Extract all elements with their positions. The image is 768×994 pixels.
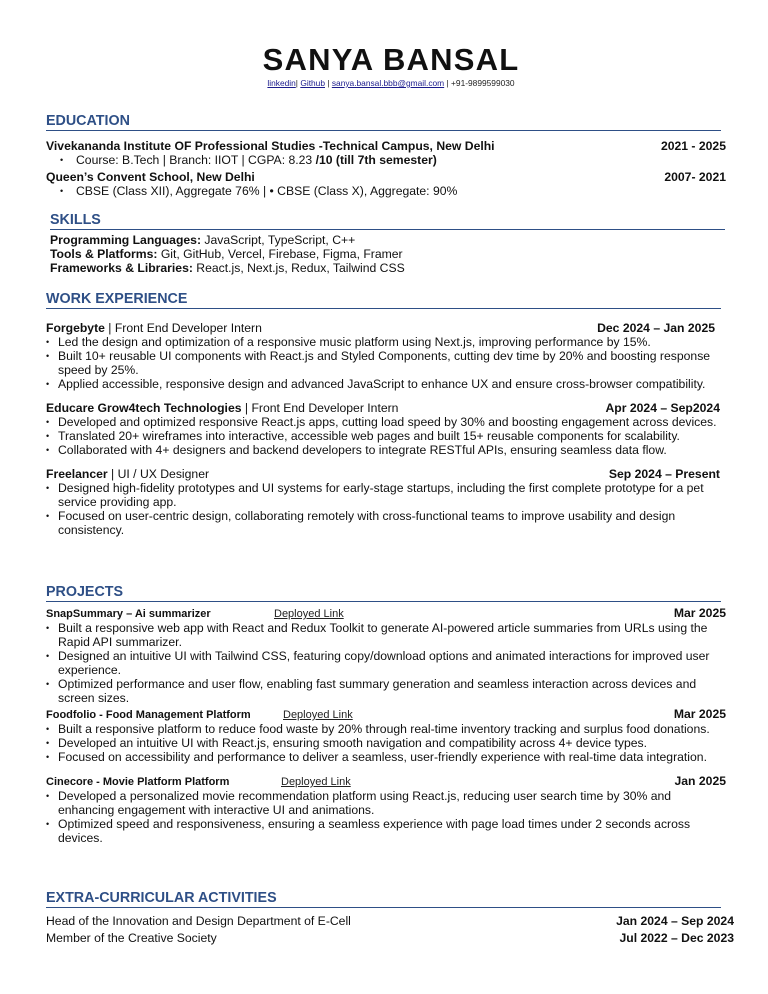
education-detail: • CBSE (Class XII), Aggregate 76% | • CBSE (Class X), Aggregate: 90% xyxy=(46,184,726,198)
job-entry xyxy=(46,401,726,457)
education-entry xyxy=(46,170,726,184)
activity-dates: Jul 2022 – Dec 2023 xyxy=(619,931,734,945)
job-role: | UI / UX Designer xyxy=(107,467,210,481)
project-date: Mar 2025 xyxy=(673,707,726,721)
separator: | xyxy=(295,78,301,88)
skill-line: Tools & Platforms: Git, GitHub, Vercel, Firebase, Figma, Framer xyxy=(50,247,403,261)
job-role: | Front End Developer Intern xyxy=(241,401,399,415)
project-entry xyxy=(46,606,726,705)
job-bullet: • Collaborated with 4+ designers and backend developers to integrate RESTful APIs, ensuring seamless data flow. xyxy=(46,443,726,457)
education-entry xyxy=(46,139,726,153)
school-name: Vivekananda Institute OF Professional Studies -Technical Campus, New Delhi xyxy=(46,139,495,153)
section-divider xyxy=(46,601,721,602)
deployed-link[interactable]: Deployed Link xyxy=(281,776,351,788)
project-name: Cinecore - Movie Platform Platform xyxy=(46,776,230,788)
section-divider xyxy=(50,229,725,230)
work-section xyxy=(46,291,726,537)
project-bullet: • Developed an intuitive UI with React.js, ensuring smooth navigation and compatibility across 4+ device types. xyxy=(46,736,726,750)
activity-text: Member of the Creative Society xyxy=(46,931,217,945)
job-dates: Apr 2024 – Sep2024 xyxy=(605,401,720,415)
linkedin-link[interactable]: linkedin xyxy=(267,78,296,88)
project-bullet: • Optimized speed and responsiveness, ensuring a seamless experience with page load times under 2 seconds across devices. xyxy=(46,817,726,845)
github-link[interactable]: Github xyxy=(300,78,325,88)
activity-dates: Jan 2024 – Sep 2024 xyxy=(616,914,734,928)
phone-number: +91-9899599030 xyxy=(451,78,515,88)
education-section xyxy=(46,113,726,198)
section-title-projects: PROJECTS xyxy=(46,584,124,600)
section-title-extracurricular: EXTRA-CURRICULAR ACTIVITIES xyxy=(46,890,277,906)
separator: | xyxy=(325,78,332,88)
education-detail: • Course: B.Tech | Branch: IIOT | CGPA: 8.23 /10 (till 7th semester) xyxy=(46,153,726,167)
section-divider xyxy=(46,130,721,131)
deployed-link[interactable]: Deployed Link xyxy=(274,608,344,620)
education-dates: 2021 - 2025 xyxy=(660,139,726,153)
candidate-name: SANYA BANSAL xyxy=(262,42,520,77)
job-role: | Front End Developer Intern xyxy=(104,321,262,335)
deployed-link[interactable]: Deployed Link xyxy=(283,709,353,721)
education-dates: 2007- 2021 xyxy=(664,170,726,184)
school-name: Queen’s Convent School, New Delhi xyxy=(46,170,255,184)
job-bullet: • Focused on user-centric design, collaborating remotely with cross-functional teams to improve usability and design consistency. xyxy=(46,509,726,537)
job-bullet: • Developed and optimized responsive React.js apps, cutting load speed by 30% and boosting engagement across devices. xyxy=(46,415,726,429)
project-bullet: • Designed an intuitive UI with Tailwind CSS, featuring copy/download options and animated interactions for improved user experience. xyxy=(46,649,726,677)
job-bullet: • Built 10+ reusable UI components with React.js and Styled Components, cutting dev time by 20% and boosting response speed by 25%. xyxy=(46,349,726,377)
company-name: Educare Grow4tech Technologies xyxy=(46,401,242,415)
resume xyxy=(46,0,736,945)
job-entry xyxy=(46,467,726,537)
project-entry xyxy=(46,707,726,764)
skills-section xyxy=(46,212,726,275)
skill-line: Frameworks & Libraries: React.js, Next.js, Redux, Tailwind CSS xyxy=(50,261,405,275)
separator: | xyxy=(444,78,452,88)
job-entry xyxy=(46,321,726,391)
job-dates: Sep 2024 – Present xyxy=(608,467,720,481)
skill-line: Programming Languages: JavaScript, TypeScript, C++ xyxy=(50,233,356,247)
project-date: Jan 2025 xyxy=(674,774,726,788)
activity-item xyxy=(46,913,734,930)
project-bullet: • Built a responsive platform to reduce food waste by 20% through real-time inventory tracking and surplus food donations. xyxy=(46,722,726,736)
job-bullet: • Designed high-fidelity prototypes and UI systems for early-stage startups, including the first complete prototype for a pet service providing app. xyxy=(46,481,726,509)
project-bullet: • Focused on accessibility and performance to deliver a seamless, user-friendly experience with real-time data integration. xyxy=(46,750,726,764)
projects-section xyxy=(46,584,726,845)
project-name: Foodfolio - Food Management Platform xyxy=(46,709,251,721)
extracurricular-section xyxy=(46,890,736,947)
section-title-skills: SKILLS xyxy=(50,212,101,228)
job-bullet: • Led the design and optimization of a responsive music platform using Next.js, improving performance by 15%. xyxy=(46,335,726,349)
section-divider xyxy=(46,907,721,908)
project-bullet: • Optimized performance and user flow, enabling fast summary generation and seamless interaction across devices and screen sizes. xyxy=(46,677,726,705)
activity-item xyxy=(46,930,734,947)
section-divider xyxy=(46,308,721,309)
project-bullet: • Developed a personalized movie recommendation platform using React.js, reducing user search time by 30% and enhancing engagement with interactive UI and animations. xyxy=(46,789,726,817)
section-title-work: WORK EXPERIENCE xyxy=(46,291,188,307)
project-name: SnapSummary – Ai summarizer xyxy=(46,608,211,620)
project-date: Mar 2025 xyxy=(673,606,726,620)
project-entry xyxy=(46,774,726,845)
job-bullet: • Applied accessible, responsive design and advanced JavaScript to enhance UX and ensure cross-browser compatibility. xyxy=(46,377,726,391)
contact-line xyxy=(46,78,736,88)
email-link[interactable]: sanya.bansal.bbb@gmail.com xyxy=(331,78,445,88)
project-bullet: • Built a responsive web app with React and Redux Toolkit to generate AI-powered article summaries from URLs using the Rapid API summarizer. xyxy=(46,621,726,649)
activity-text: Head of the Innovation and Design Department of E-Cell xyxy=(46,914,351,928)
job-dates: Dec 2024 – Jan 2025 xyxy=(597,321,715,335)
company-name: Freelancer xyxy=(46,467,108,481)
company-name: Forgebyte xyxy=(46,321,105,335)
section-title-education: EDUCATION xyxy=(46,113,130,129)
job-bullet: • Translated 20+ wireframes into interactive, accessible web pages and built 15+ reusable components for scalability. xyxy=(46,429,726,443)
